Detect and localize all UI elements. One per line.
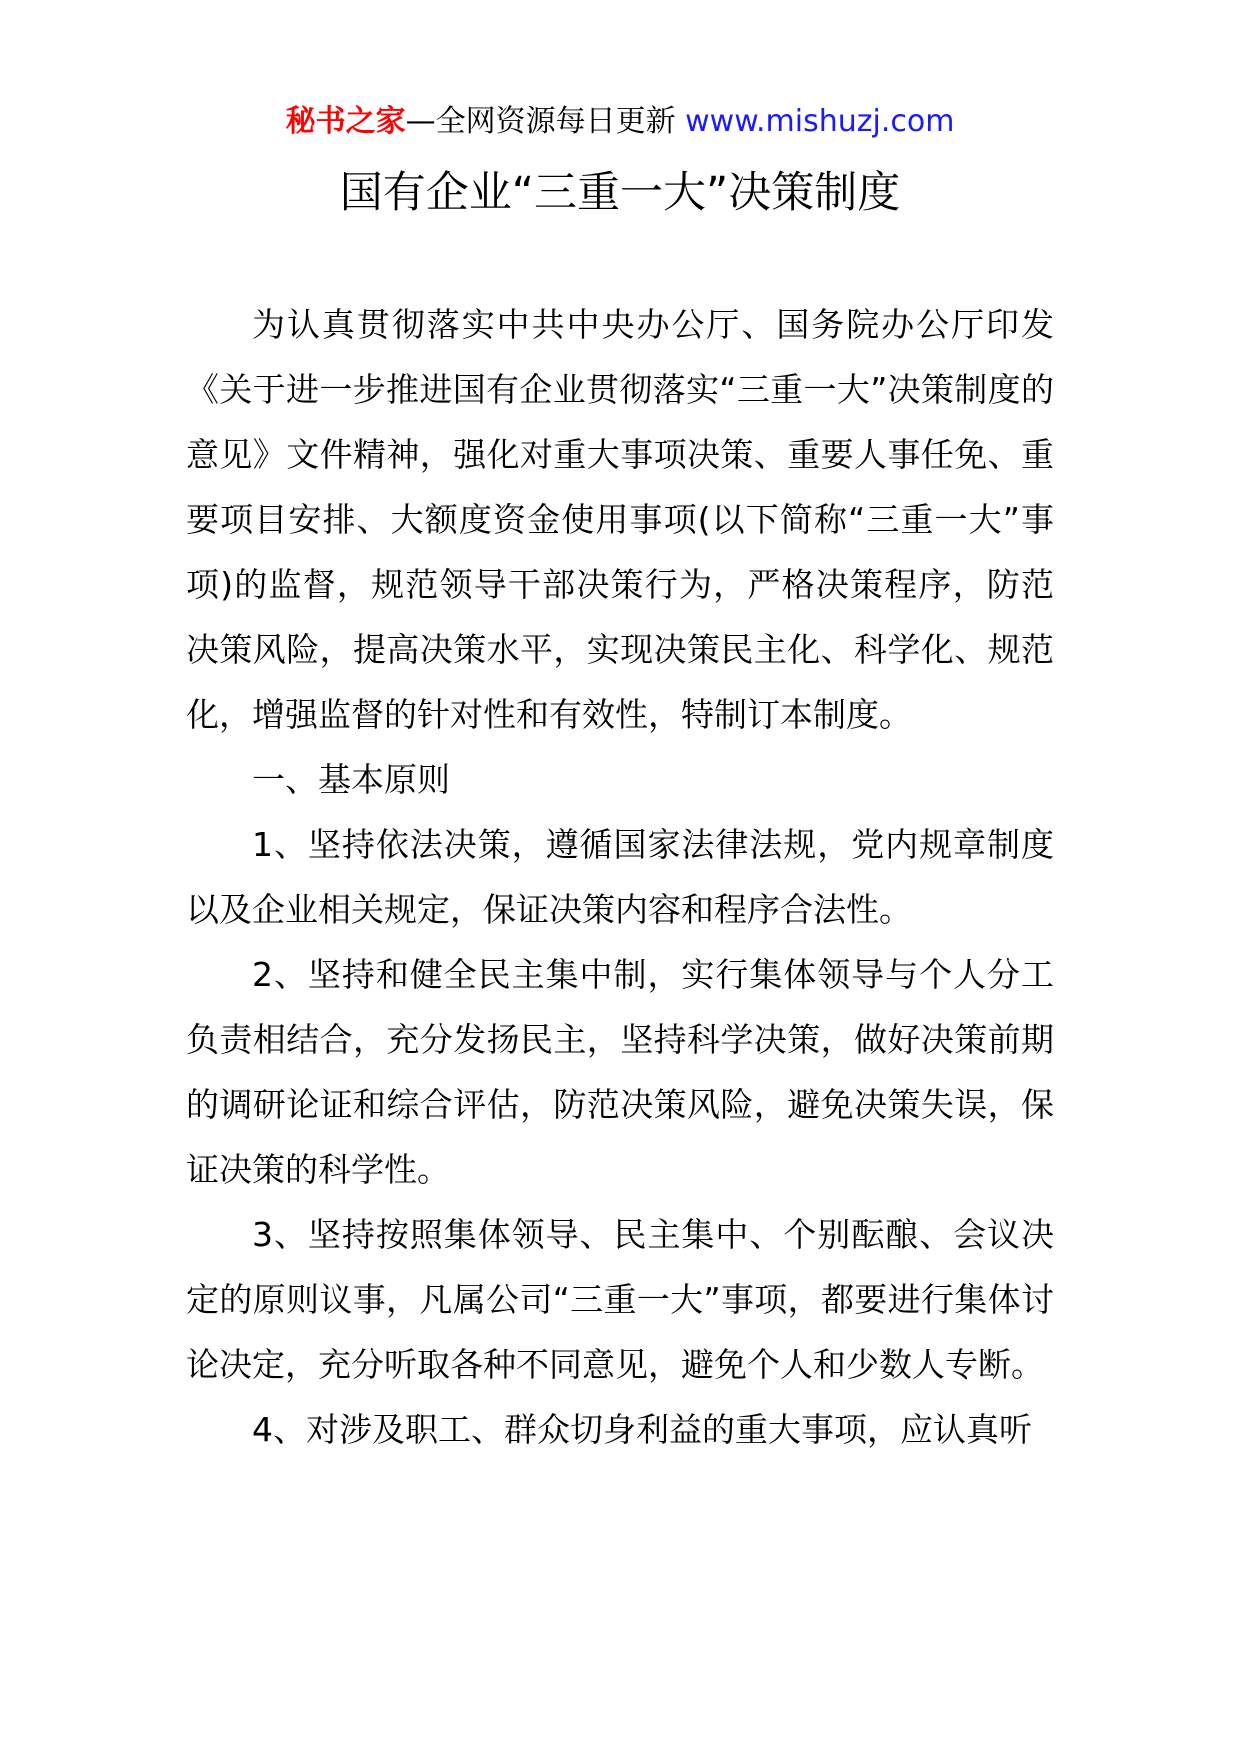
site-brand: 秘书之家 (285, 104, 406, 139)
document-title: 国有企业“三重一大”决策制度 (339, 168, 901, 218)
paragraph-intro: 为认真贯彻落实中共中央办公厅、国务院办公厅印发《关于进一步推进国有企业贯彻落实“三重一大”决策制度的意见》文件精神，强化对重大事项决策、重要人事任免、重要项目安排、大额度资金使用事项(以下简称“三重一大”事项)的监督，规范领导干部决策行为，严格决策程序，防范决策风险，提高决策水平，实现决策民主化、科学化、规范化，增强监督的针对性和有效性，特制订本制度。 (186, 305, 1054, 734)
paragraph-principle-3: 3、坚持按照集体领导、民主集中、个别酝酿、会议决定的原则议事，凡属公司“三重一大”事项，都要进行集体讨论决定，充分听取各种不同意见，避免个人和少数人专断。 (186, 1215, 1054, 1384)
document-body (186, 292, 1054, 1462)
paragraph-principle-4: 4、对涉及职工、群众切身利益的重大事项，应认真听 (252, 1410, 1032, 1449)
site-tagline: —全网资源每日更新 (405, 104, 686, 139)
site-url-link[interactable]: www.mishuzj.com (685, 104, 955, 139)
paragraph-principle-1: 1、坚持依法决策，遵循国家法律法规，党内规章制度以及企业相关规定，保证决策内容和程序合法性。 (186, 825, 1054, 929)
site-header (0, 100, 1240, 144)
paragraph-principle-2: 2、坚持和健全民主集中制，实行集体领导与个人分工负责相结合，充分发扬民主，坚持科学决策，做好决策前期的调研论证和综合评估，防范决策风险，避免决策失误，保证决策的科学性。 (186, 955, 1054, 1189)
section-heading-basic-principles: 一、基本原则 (252, 760, 450, 799)
